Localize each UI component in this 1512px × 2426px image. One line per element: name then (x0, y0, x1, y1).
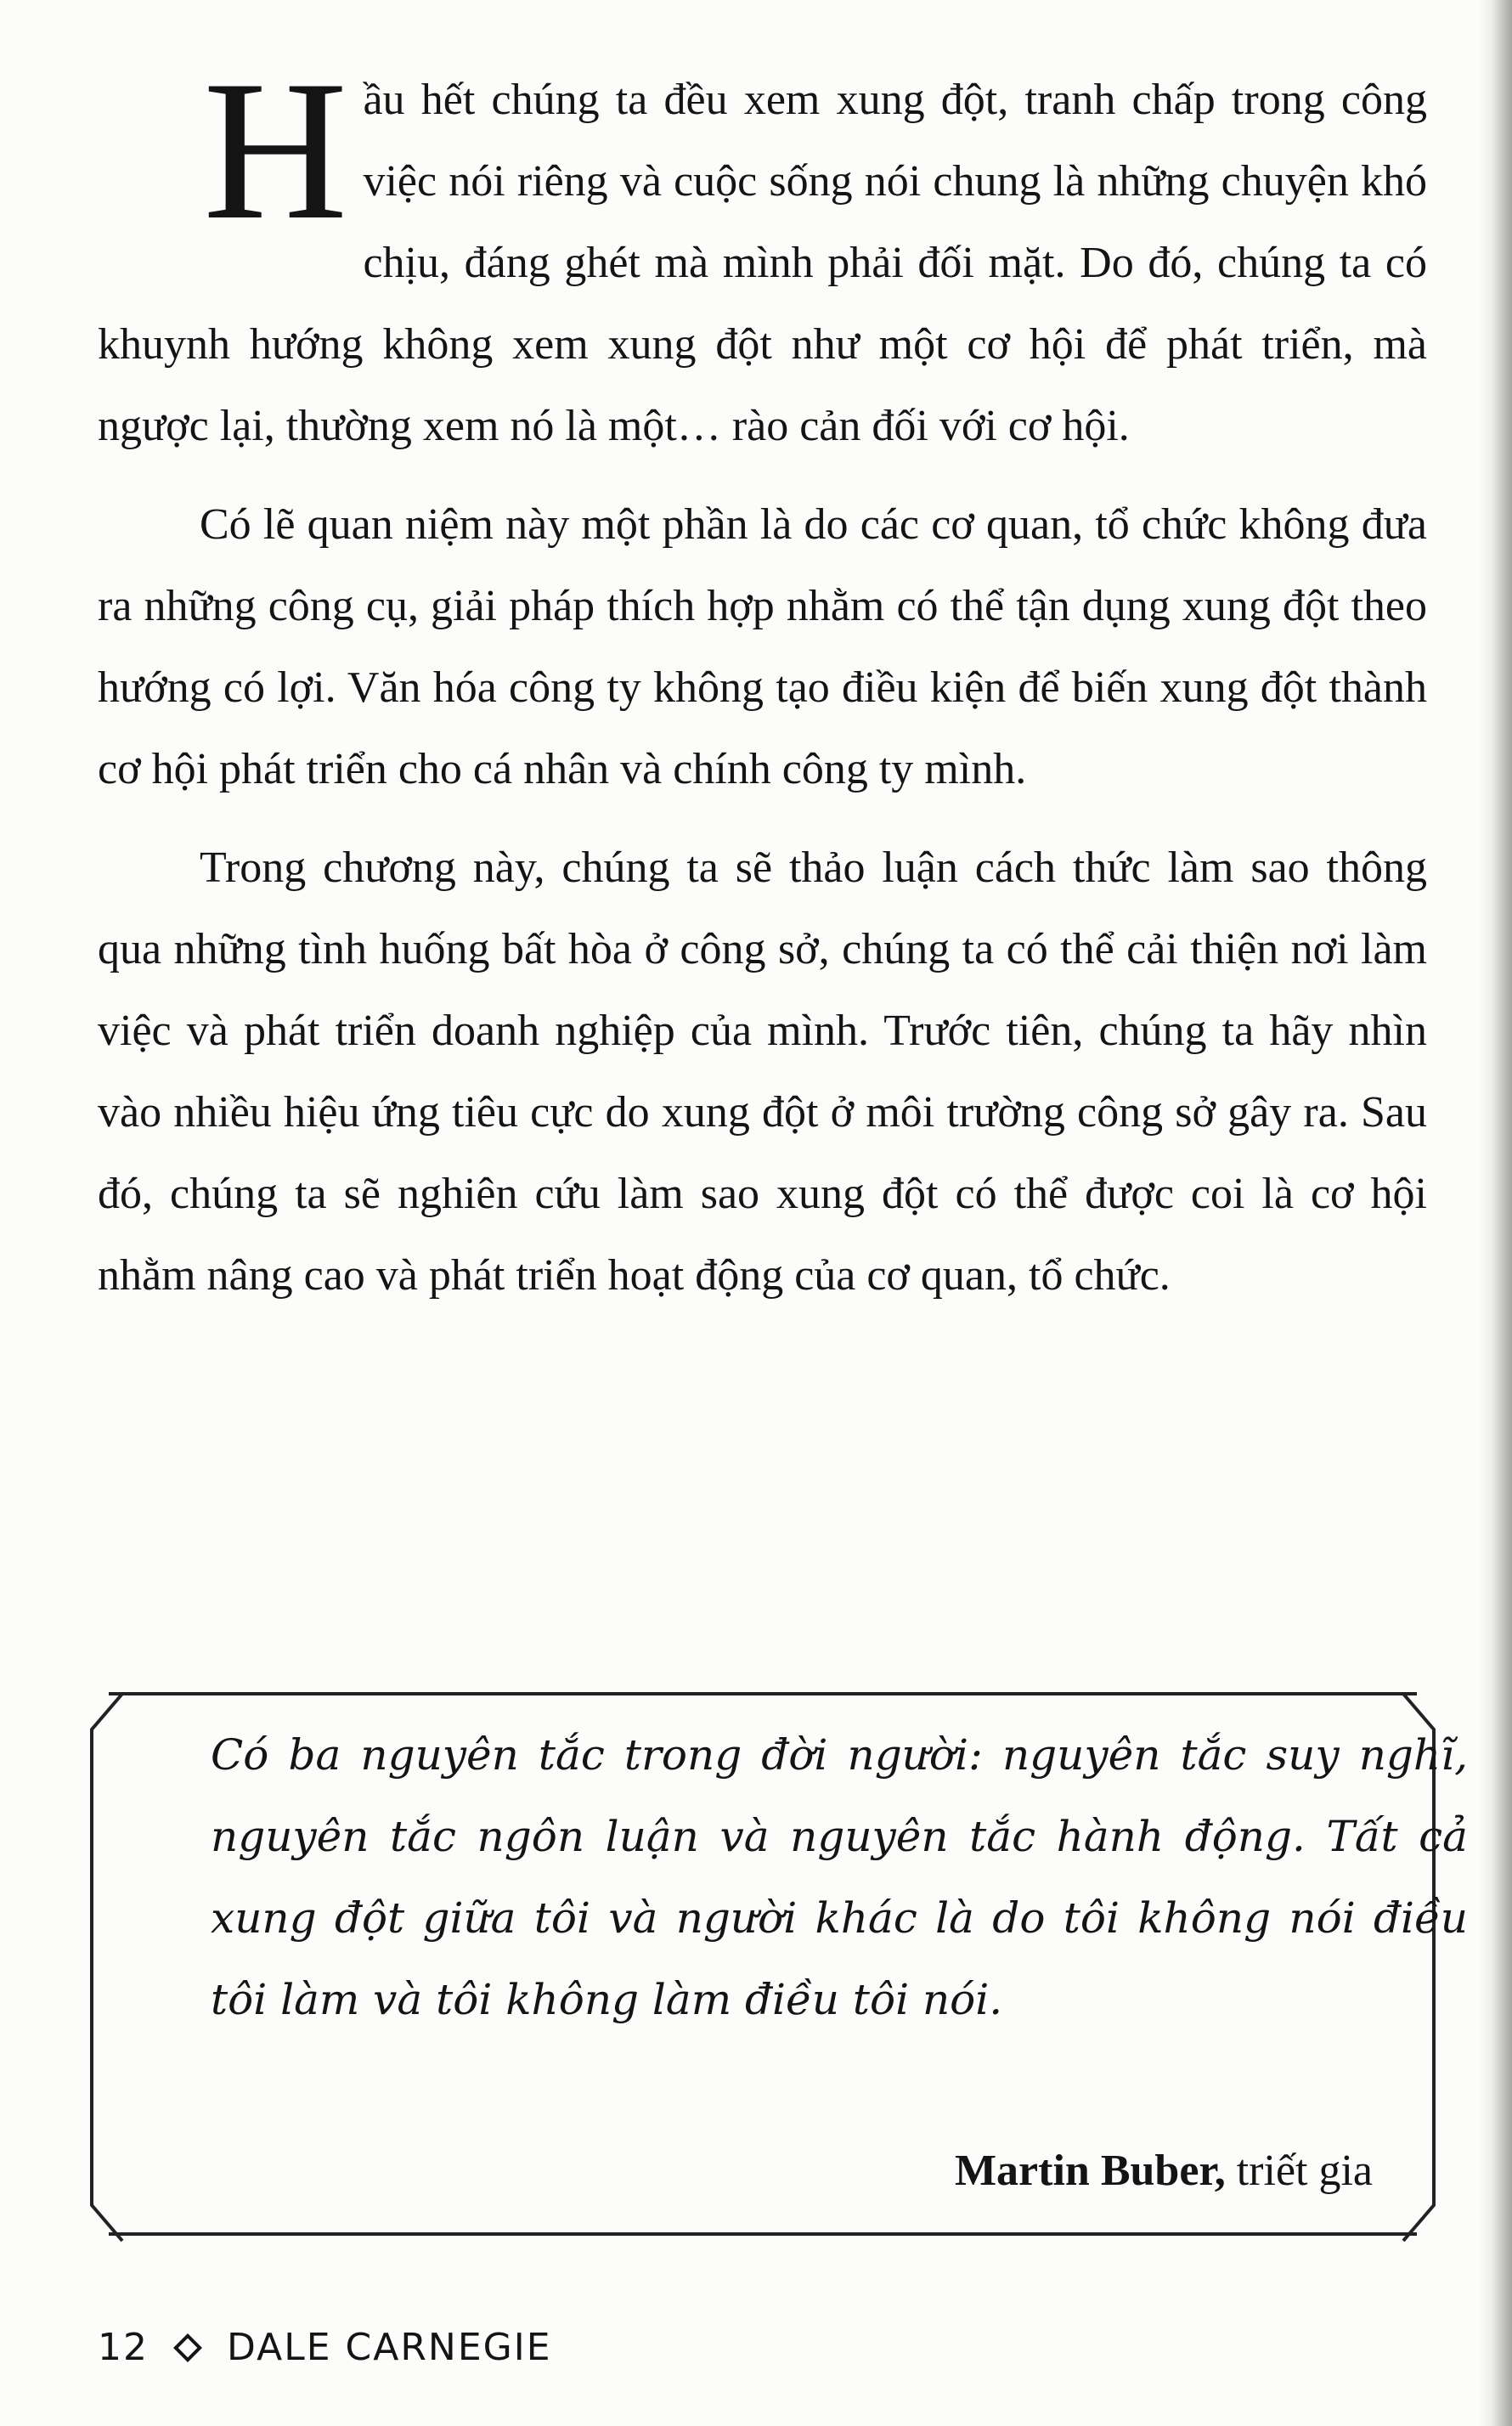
paragraph-1-text: ầu hết chúng ta đều xem xung đột, tranh chấp trong công việc nói riêng và cuộc sống nói chung là những chuyện khó chịu, đáng ghét mà mình phải đối mặt. Do đó, chúng ta có khuynh hướng không xem xung đột như một cơ hội để phát triển, mà ngược lại, thường xem nó là một… rào cản đối với cơ hội. (98, 76, 1427, 450)
quote-box-left-bracket (88, 1692, 126, 2243)
paragraph-1 (98, 40, 1427, 467)
paragraph-3: Trong chương này, chúng ta sẽ thảo luận cách thức làm sao thông qua những tình huống bất hòa ở công sở, chúng ta có thể cải thiện nơi làm việc và phát triển doanh nghiệp của mình. Trước tiên, chúng ta hãy nhìn vào nhiều hiệu ứng tiêu cực do xung đột ở môi trường công sở gây ra. Sau đó, chúng ta sẽ nghiên cứu làm sao xung đột có thể được coi là cơ hội nhằm nâng cao và phát triển hoạt động của cơ quan, tổ chức. (98, 843, 1427, 1300)
quote-box (109, 1692, 1468, 2236)
quote-text: Có ba nguyên tắc trong đời người: nguyên tắc suy nghĩ, nguyên tắc ngôn luận và nguyên tắc hành động. Tất cả xung đột giữa tôi và người khác là do tôi không nói điều tôi làm và tôi không làm điều tôi nói. (211, 1730, 1468, 2024)
paragraph-2: Có lẽ quan niệm này một phần là do các cơ quan, tổ chức không đưa ra những công cụ, giải pháp thích hợp nhằm có thể tận dụng xung đột theo hướng có lợi. Văn hóa công ty không tạo điều kiện để biến xung đột thành cơ hội phát triển cho cá nhân và chính công ty mình. (98, 500, 1427, 793)
quote-author-name: Martin Buber, (954, 2147, 1226, 2195)
drop-cap: H (203, 40, 348, 262)
page-footer (98, 2326, 552, 2369)
page-number: 12 (98, 2326, 149, 2369)
quote-attribution (955, 2146, 1373, 2196)
page-edge-shadow (1478, 0, 1512, 2426)
diamond-icon (173, 2333, 202, 2362)
running-header-author: DALE CARNEGIE (227, 2326, 552, 2369)
body-text (98, 40, 1427, 1317)
quote-author-role: triết gia (1225, 2147, 1373, 2195)
